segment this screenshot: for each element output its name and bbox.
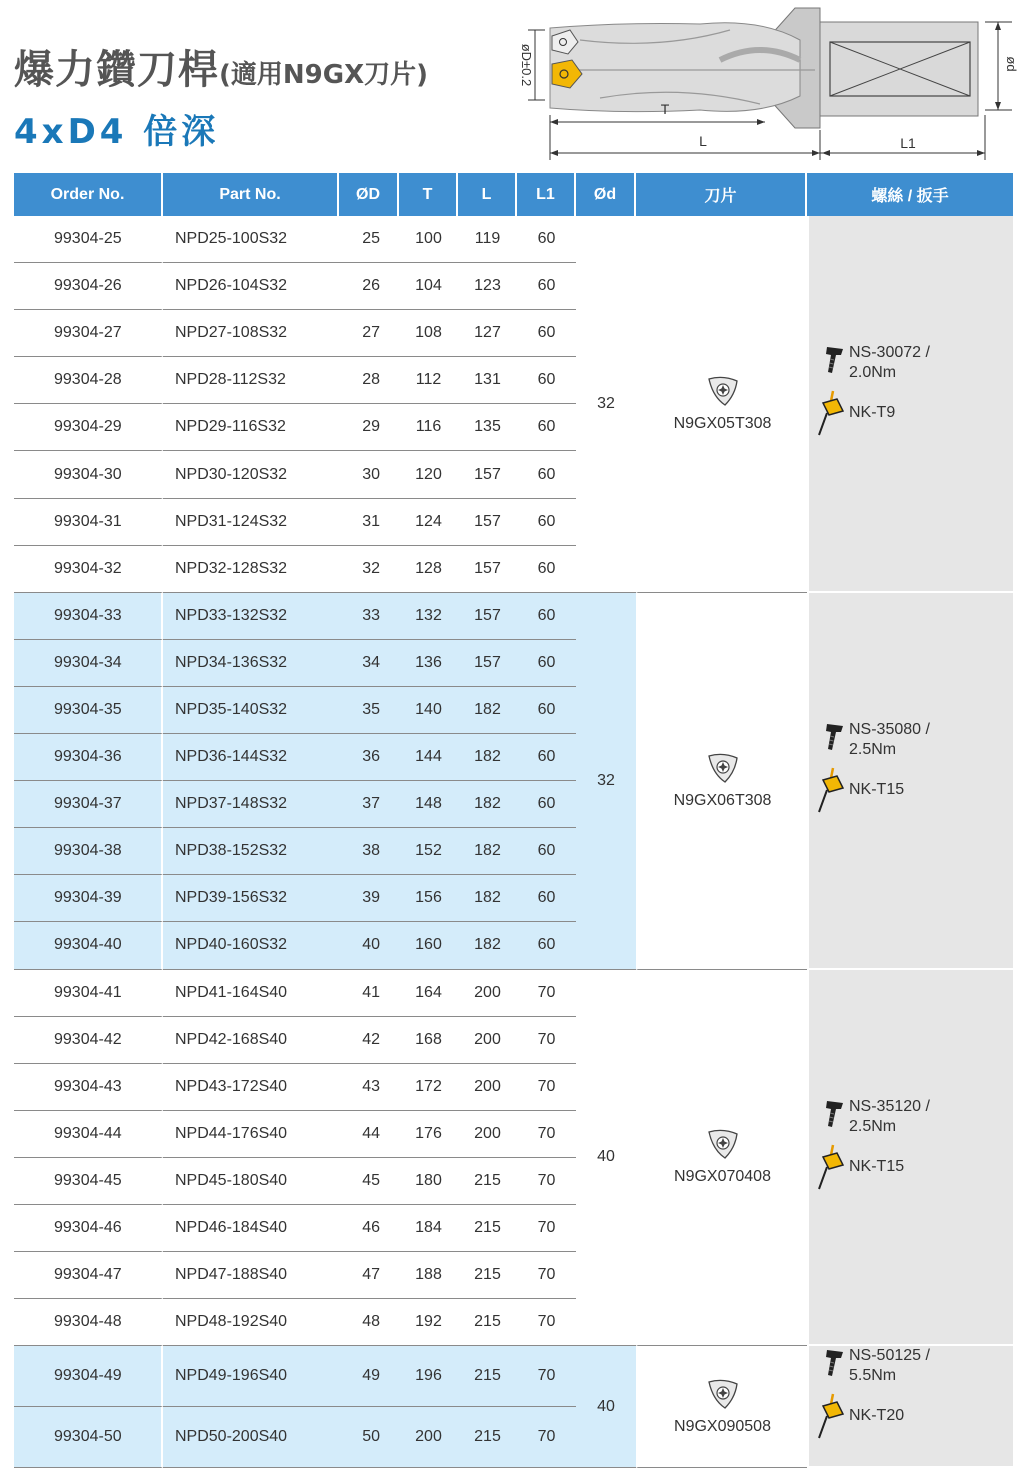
T-cell: 168 [399,1017,458,1064]
part-no-cell: NPD25-100S32 [163,216,339,263]
D-cell: 43 [339,1064,399,1111]
header-insert: 刀片 [636,173,807,216]
part-no-cell: NPD49-196S40 [163,1346,339,1407]
screw-wrench-cell [807,1346,1013,1468]
T-cell: 160 [399,922,458,969]
part-no-cell: NPD48-192S40 [163,1299,339,1346]
L-cell: 135 [458,404,517,451]
drill-diagram [505,2,1020,162]
part-no-cell: NPD46-184S40 [163,1205,339,1252]
D-cell: 34 [339,640,399,687]
title-sub: (適用N9GX刀片) [219,60,429,90]
D-cell: 32 [339,546,399,593]
T-cell: 108 [399,310,458,357]
screw-icon [823,1099,845,1129]
part-no-cell: NPD29-116S32 [163,404,339,451]
header-T: T [399,173,458,216]
L-cell: 215 [458,1346,517,1407]
part-no-cell: NPD35-140S32 [163,687,339,734]
T-cell: 120 [399,451,458,498]
D-cell: 31 [339,499,399,546]
L1-cell: 60 [517,499,576,546]
order-no-cell: 99304-50 [14,1407,163,1468]
L-cell: 215 [458,1252,517,1299]
wrench-code: NK-T15 [849,1157,905,1175]
T-cell: 176 [399,1111,458,1158]
table-header-row [14,173,1013,216]
label-L1: L1 [900,135,916,151]
L-cell: 182 [458,828,517,875]
D-cell: 37 [339,781,399,828]
part-no-cell: NPD41-164S40 [163,970,339,1017]
order-no-cell: 99304-37 [14,781,163,828]
part-no-cell: NPD45-180S40 [163,1158,339,1205]
D-cell: 50 [339,1407,399,1468]
order-no-cell: 99304-31 [14,499,163,546]
order-no-cell: 99304-38 [14,828,163,875]
L1-cell: 70 [517,1252,576,1299]
torx-wrench-icon [817,1143,847,1191]
order-no-cell: 99304-49 [14,1346,163,1407]
L1-cell: 60 [517,593,576,640]
order-no-cell: 99304-26 [14,263,163,310]
part-no-cell: NPD33-132S32 [163,593,339,640]
L-cell: 215 [458,1299,517,1346]
header-L: L [458,173,517,216]
od-cell: 32 [576,216,636,593]
order-no-cell: 99304-46 [14,1205,163,1252]
D-cell: 30 [339,451,399,498]
screw-code: NS-35120 / [849,1097,930,1115]
part-no-cell: NPD40-160S32 [163,922,339,969]
L1-cell: 60 [517,357,576,404]
insert-code: N9GX070408 [674,1168,771,1186]
insert-code: N9GX06T308 [673,791,772,809]
D-cell: 27 [339,310,399,357]
L-cell: 157 [458,499,517,546]
T-cell: 152 [399,828,458,875]
torx-wrench-icon [817,389,847,437]
L1-cell: 60 [517,451,576,498]
screw-wrench-cell [807,970,1013,1347]
L1-cell: 70 [517,1346,576,1407]
header-part-no: Part No. [163,173,339,216]
L1-cell: 60 [517,546,576,593]
L-cell: 182 [458,734,517,781]
D-cell: 44 [339,1111,399,1158]
T-cell: 136 [399,640,458,687]
L1-cell: 60 [517,875,576,922]
D-cell: 46 [339,1205,399,1252]
D-cell: 47 [339,1252,399,1299]
table-row [14,1346,1013,1407]
L-cell: 182 [458,687,517,734]
screw-wrench-box [809,1097,1013,1217]
L1-cell: 60 [517,263,576,310]
D-cell: 29 [339,404,399,451]
label-L: L [699,133,707,149]
D-cell: 26 [339,263,399,310]
header-d: Ød [576,173,636,216]
screw-icon [823,1348,845,1378]
insert-cell [636,216,807,593]
L-cell: 157 [458,640,517,687]
L1-cell: 70 [517,1017,576,1064]
L1-cell: 60 [517,922,576,969]
D-cell: 48 [339,1299,399,1346]
header-D: ØD [339,173,399,216]
L-cell: 200 [458,1017,517,1064]
D-cell: 40 [339,922,399,969]
insert-icon [705,1128,741,1162]
od-cell: 40 [576,1346,636,1468]
screw-torque: 2.5Nm [849,1117,897,1135]
order-no-cell: 99304-34 [14,640,163,687]
od-cell: 40 [576,970,636,1347]
L1-cell: 60 [517,828,576,875]
T-cell: 200 [399,1407,458,1468]
L1-cell: 70 [517,1111,576,1158]
D-cell: 33 [339,593,399,640]
T-cell: 188 [399,1252,458,1299]
screw-icon [823,722,845,752]
wrench-code: NK-T20 [849,1407,905,1425]
T-cell: 116 [399,404,458,451]
part-no-cell: NPD47-188S40 [163,1252,339,1299]
part-no-cell: NPD43-172S40 [163,1064,339,1111]
part-no-cell: NPD37-148S32 [163,781,339,828]
screw-torque: 2.5Nm [849,741,897,759]
L-cell: 200 [458,970,517,1017]
part-no-cell: NPD28-112S32 [163,357,339,404]
part-no-cell: NPD30-120S32 [163,451,339,498]
L1-cell: 60 [517,404,576,451]
insert-icon [705,752,741,786]
T-cell: 180 [399,1158,458,1205]
screw-wrench-cell [807,216,1013,593]
screw-code: NS-35080 / [849,721,930,739]
screw-torque: 5.5Nm [849,1367,897,1385]
L-cell: 182 [458,781,517,828]
od-cell: 32 [576,593,636,970]
T-cell: 164 [399,970,458,1017]
insert-code: N9GX090508 [674,1417,771,1435]
part-no-cell: NPD42-168S40 [163,1017,339,1064]
L-cell: 200 [458,1064,517,1111]
table-row [14,593,1013,640]
part-no-cell: NPD50-200S40 [163,1407,339,1468]
wrench-code: NK-T15 [849,781,905,799]
T-cell: 128 [399,546,458,593]
insert-icon [705,375,741,409]
part-no-cell: NPD27-108S32 [163,310,339,357]
order-no-cell: 99304-42 [14,1017,163,1064]
order-no-cell: 99304-43 [14,1064,163,1111]
L-cell: 215 [458,1205,517,1252]
L-cell: 157 [458,546,517,593]
table-row [14,970,1013,1017]
order-no-cell: 99304-48 [14,1299,163,1346]
L1-cell: 60 [517,310,576,357]
order-no-cell: 99304-33 [14,593,163,640]
order-no-cell: 99304-40 [14,922,163,969]
screw-wrench-box [809,1346,1013,1466]
part-no-cell: NPD39-156S32 [163,875,339,922]
L1-cell: 60 [517,640,576,687]
order-no-cell: 99304-36 [14,734,163,781]
insert-code: N9GX05T308 [673,414,772,432]
part-no-cell: NPD26-104S32 [163,263,339,310]
D-cell: 45 [339,1158,399,1205]
L1-cell: 70 [517,1064,576,1111]
title-main: 爆力鑽刀桿 [14,47,219,93]
T-cell: 100 [399,216,458,263]
screw-code: NS-30072 / [849,344,930,362]
T-cell: 148 [399,781,458,828]
L-cell: 182 [458,922,517,969]
T-cell: 184 [399,1205,458,1252]
order-no-cell: 99304-35 [14,687,163,734]
order-no-cell: 99304-39 [14,875,163,922]
order-no-cell: 99304-32 [14,546,163,593]
T-cell: 112 [399,357,458,404]
L1-cell: 70 [517,1158,576,1205]
page-title [14,38,428,95]
L-cell: 200 [458,1111,517,1158]
page-subtitle: 4xD4 倍深 [14,112,220,152]
screw-wrench-box [809,343,1013,463]
part-no-cell: NPD32-128S32 [163,546,339,593]
T-cell: 172 [399,1064,458,1111]
screw-icon [823,345,845,375]
L1-cell: 60 [517,216,576,263]
T-cell: 124 [399,499,458,546]
insert-cell [636,1346,807,1468]
D-cell: 49 [339,1346,399,1407]
part-no-cell: NPD36-144S32 [163,734,339,781]
label-d: ød [1004,56,1019,72]
D-cell: 28 [339,357,399,404]
L1-cell: 70 [517,1299,576,1346]
order-no-cell: 99304-30 [14,451,163,498]
torx-wrench-icon [817,1392,847,1440]
product-table [14,173,1013,1468]
D-cell: 36 [339,734,399,781]
screw-wrench-box [809,720,1013,840]
part-no-cell: NPD38-152S32 [163,828,339,875]
part-no-cell: NPD34-136S32 [163,640,339,687]
D-cell: 38 [339,828,399,875]
order-no-cell: 99304-41 [14,970,163,1017]
T-cell: 132 [399,593,458,640]
D-cell: 42 [339,1017,399,1064]
L-cell: 119 [458,216,517,263]
L-cell: 127 [458,310,517,357]
header-order-no: Order No. [14,173,163,216]
screw-torque: 2.0Nm [849,364,897,382]
table-row [14,216,1013,263]
T-cell: 140 [399,687,458,734]
T-cell: 144 [399,734,458,781]
insert-icon [705,1378,741,1412]
T-cell: 196 [399,1346,458,1407]
order-no-cell: 99304-27 [14,310,163,357]
D-cell: 35 [339,687,399,734]
L1-cell: 60 [517,734,576,781]
wrench-code: NK-T9 [849,404,896,422]
D-cell: 25 [339,216,399,263]
order-no-cell: 99304-44 [14,1111,163,1158]
order-no-cell: 99304-28 [14,357,163,404]
order-no-cell: 99304-47 [14,1252,163,1299]
header-L1: L1 [517,173,576,216]
L-cell: 123 [458,263,517,310]
T-cell: 192 [399,1299,458,1346]
insert-cell [636,970,807,1347]
label-D: øD±0.2 [519,43,534,87]
order-no-cell: 99304-45 [14,1158,163,1205]
part-no-cell: NPD44-176S40 [163,1111,339,1158]
L-cell: 131 [458,357,517,404]
insert-cell [636,593,807,970]
T-cell: 104 [399,263,458,310]
T-cell: 156 [399,875,458,922]
L1-cell: 70 [517,1205,576,1252]
L-cell: 215 [458,1407,517,1468]
L1-cell: 60 [517,781,576,828]
header-screw-wrench: 螺絲 / 扳手 [807,173,1013,216]
L-cell: 157 [458,593,517,640]
order-no-cell: 99304-25 [14,216,163,263]
part-no-cell: NPD31-124S32 [163,499,339,546]
L1-cell: 70 [517,1407,576,1468]
L1-cell: 60 [517,687,576,734]
order-no-cell: 99304-29 [14,404,163,451]
L1-cell: 70 [517,970,576,1017]
torx-wrench-icon [817,766,847,814]
L-cell: 215 [458,1158,517,1205]
D-cell: 39 [339,875,399,922]
D-cell: 41 [339,970,399,1017]
L-cell: 182 [458,875,517,922]
screw-wrench-cell [807,593,1013,970]
L-cell: 157 [458,451,517,498]
label-T: T [660,101,670,117]
screw-code: NS-50125 / [849,1347,930,1365]
